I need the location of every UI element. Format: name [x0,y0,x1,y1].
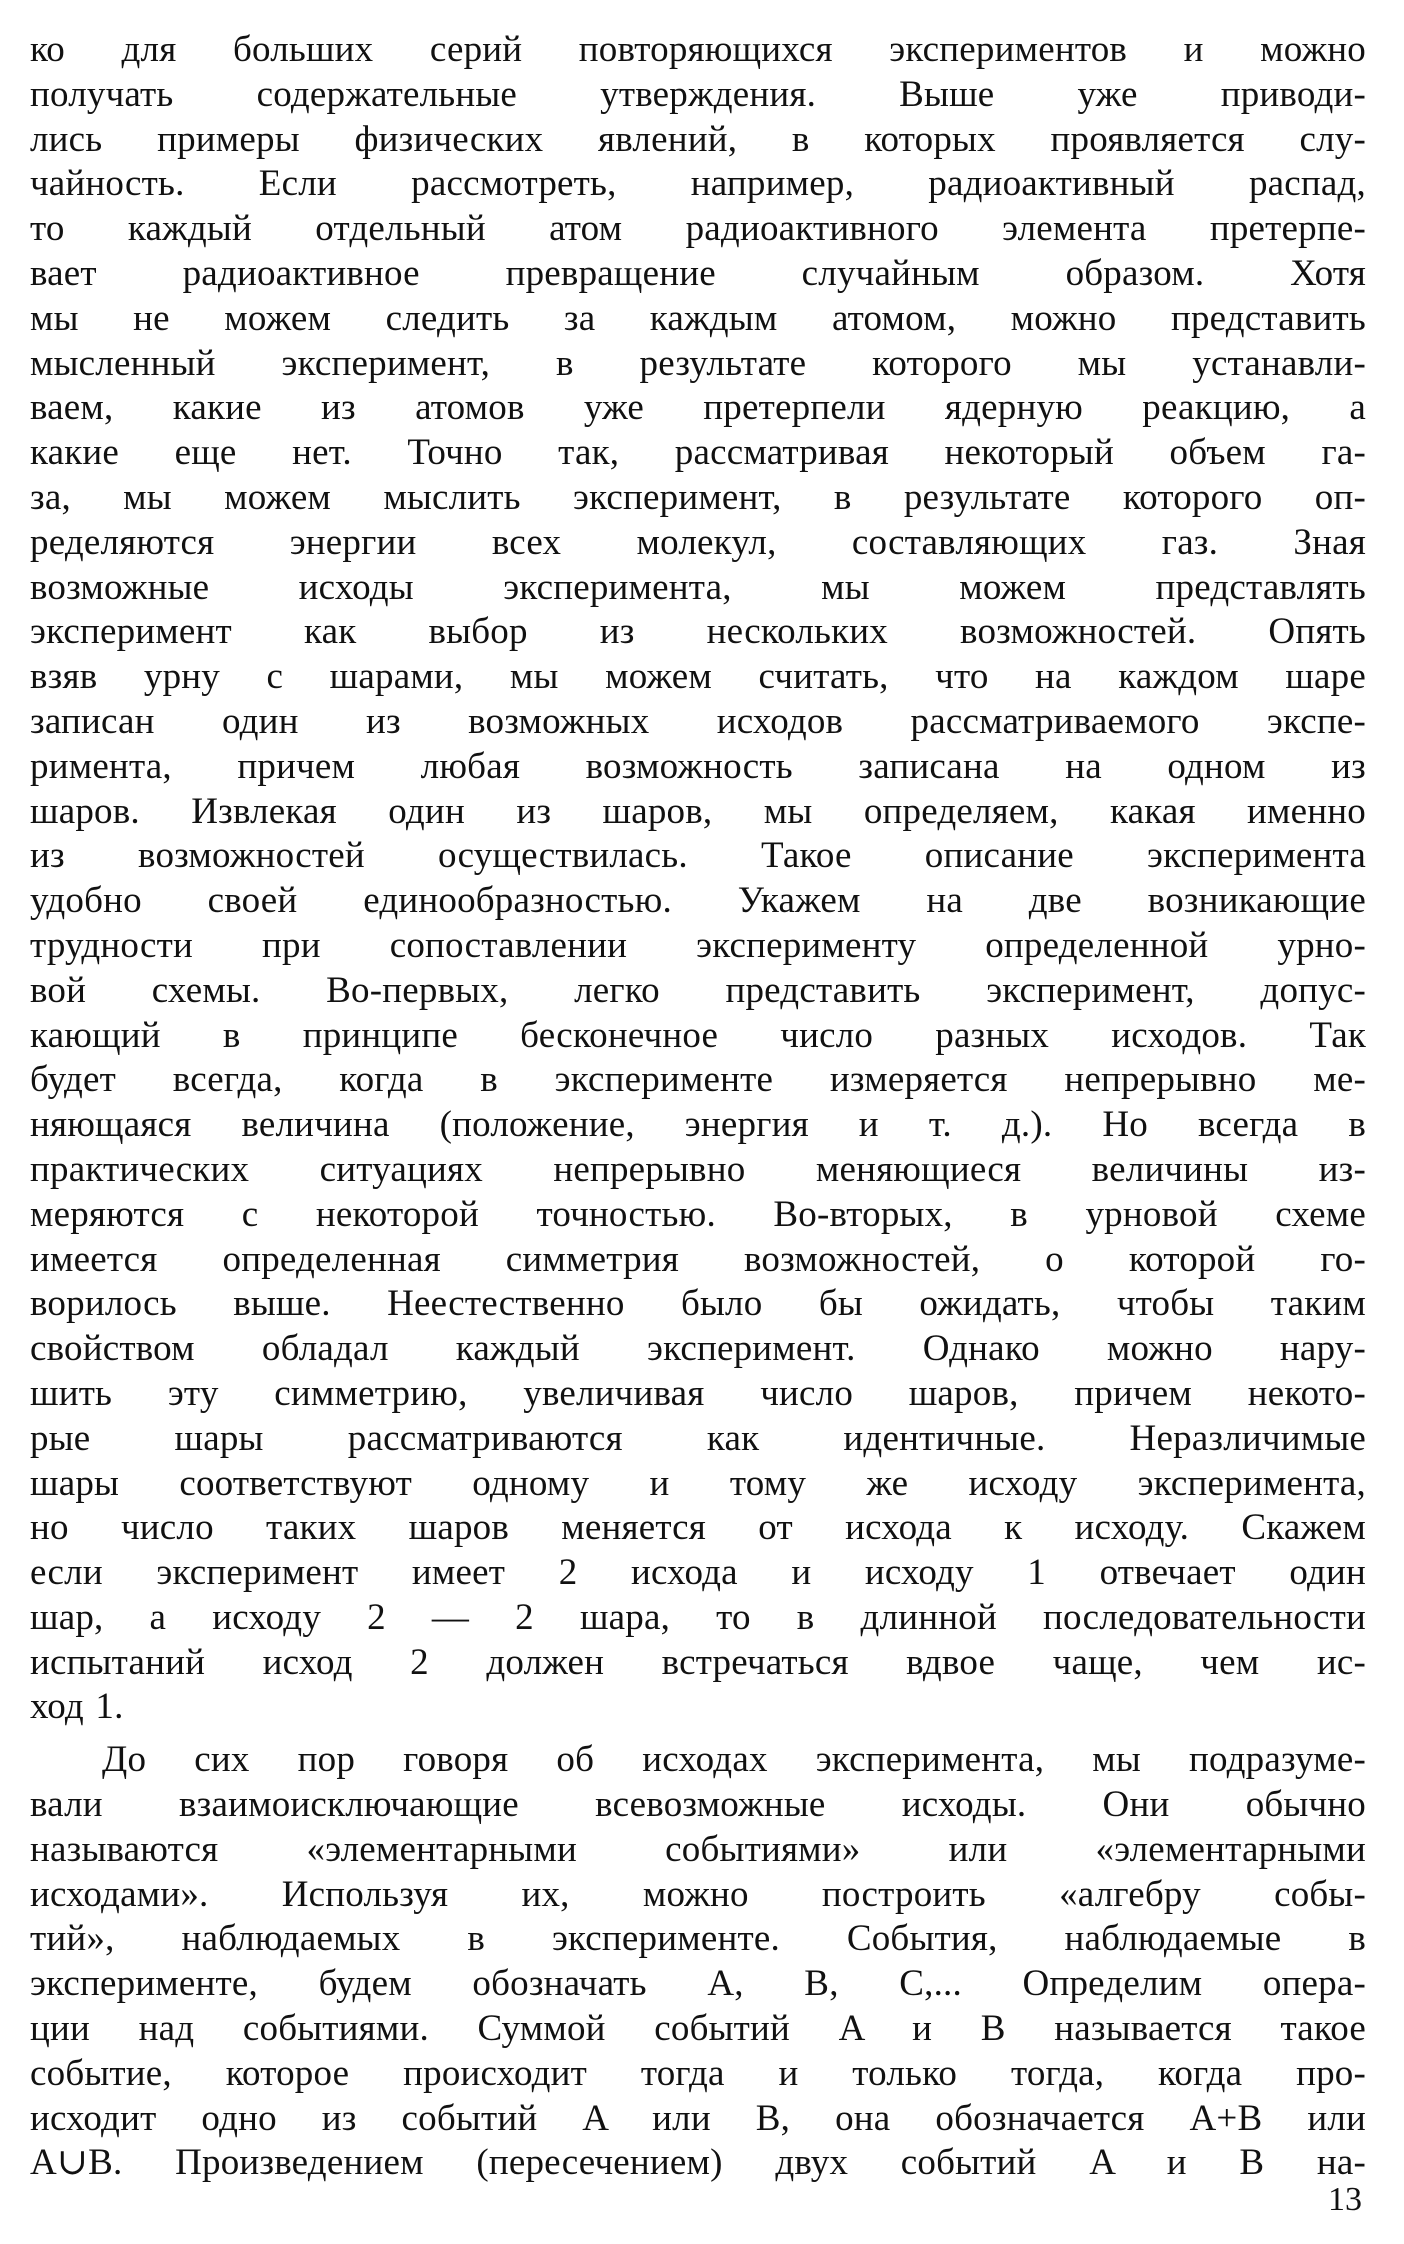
text-line: няющаяся величина (положение, энергия и т. д.). Но всегда в [30,1104,1366,1146]
text-line: исходит одно из событий A или B, она обозначается A+B или [30,2097,1366,2139]
text-line: взяв урну с шарами, мы можем считать, что на каждом шаре [30,656,1366,698]
text-line: ределяются энергии всех молекул, составляющих газ. Зная [30,521,1366,563]
text-line: возможные исходы эксперимента, мы можем представлять [30,566,1366,608]
text-line: кающий в принципе бесконечное число разных исходов. Так [30,1014,1366,1056]
text-line: До сих пор говоря об исходах эксперимента, мы подразуме- [102,1739,1366,1781]
text-line: мысленный эксперимент, в результате которого мы устанавли- [30,342,1366,384]
text-line: имеется определенная симметрия возможностей, о которой го- [30,1238,1366,1280]
text-line: за, мы можем мыслить эксперимент, в результате которого оп- [30,476,1366,518]
text-line: если эксперимент имеет 2 исхода и исходу 1 отвечает один [30,1552,1366,1594]
page-body [30,28,1366,2186]
text-line: меряются с некоторой точностью. Во-вторых, в урновой схеме [30,1193,1366,1235]
text-line: мы не можем следить за каждым атомом, можно представить [30,297,1366,339]
text-line: называются «элементарными событиями» или «элементарными [30,1828,1366,1870]
text-line: какие еще нет. Точно так, рассматривая некоторый объем га- [30,432,1366,474]
text-line: ваем, какие из атомов уже претерпели ядерную реакцию, а [30,387,1366,429]
text-line: вает радиоактивное превращение случайным образом. Хотя [30,252,1366,294]
text-line: вали взаимоисключающие всевозможные исходы. Они обычно [30,1784,1366,1826]
text-line: получать содержательные утверждения. Выше уже приводи- [30,73,1366,115]
text-line: трудности при сопоставлении эксперименту определенной урно- [30,924,1366,966]
text-line: но число таких шаров меняется от исхода к исходу. Скажем [30,1507,1366,1549]
text-line: шары соответствуют одному и тому же исходу эксперимента, [30,1462,1366,1504]
text-line: из возможностей осуществилась. Такое описание эксперимента [30,835,1366,877]
text-line: удобно своей единообразностью. Укажем на две возникающие [30,880,1366,922]
text-line: то каждый отдельный атом радиоактивного элемента претерпе- [30,208,1366,250]
text-line: будет всегда, когда в эксперименте измеряется непрерывно ме- [30,1059,1366,1101]
text-line: тий», наблюдаемых в эксперименте. События, наблюдаемые в [30,1918,1366,1960]
text-line: эксперимент как выбор из нескольких возможностей. Опять [30,611,1366,653]
text-line: ворилось выше. Неестественно было бы ожидать, чтобы таким [30,1283,1366,1325]
text-line: римента, причем любая возможность записана на одном из [30,745,1366,787]
text-line: ко для больших серий повторяющихся экспериментов и можно [30,29,1366,70]
text-line: записан один из возможных исходов рассматриваемого экспе- [30,700,1366,742]
text-line: лись примеры физических явлений, в которых проявляется слу- [30,118,1366,160]
text-line: событие, которое происходит тогда и только тогда, когда про- [30,2052,1366,2094]
text-line: испытаний исход 2 должен встречаться вдвое чаще, чем ис- [30,1641,1366,1683]
text-line: A∪B. Произведением (пересечением) двух событий A и B на- [30,2142,1366,2184]
text-line: ции над событиями. Суммой событий A и B называется такое [30,2008,1366,2050]
page-number: 13 [1328,2181,1362,2218]
text-line: исходами». Используя их, можно построить «алгебру собы- [30,1873,1366,1915]
text-line: чайность. Если рассмотреть, например, радиоактивный распад, [30,163,1366,205]
text-line: шар, а исходу 2 — 2 шара, то в длинной последовательности [30,1596,1366,1638]
text-line: шаров. Извлекая один из шаров, мы определяем, какая именно [30,790,1366,832]
text-line: ход 1. [30,1686,124,1728]
text-line: свойством обладал каждый эксперимент. Однако можно нару- [30,1328,1366,1370]
text-line: вой схемы. Во-первых, легко представить эксперимент, допус- [30,969,1366,1011]
text-line: практических ситуациях непрерывно меняющиеся величины из- [30,1148,1366,1190]
paragraph-1 [30,28,1366,1730]
text-line: эксперименте, будем обозначать A, B, C,... Определим опера- [30,1963,1366,2005]
text-line: рые шары рассматриваются как идентичные. Неразличимые [30,1417,1366,1459]
paragraph-2 [30,1738,1366,2186]
text-line: шить эту симметрию, увеличивая число шаров, причем некото- [30,1372,1366,1414]
